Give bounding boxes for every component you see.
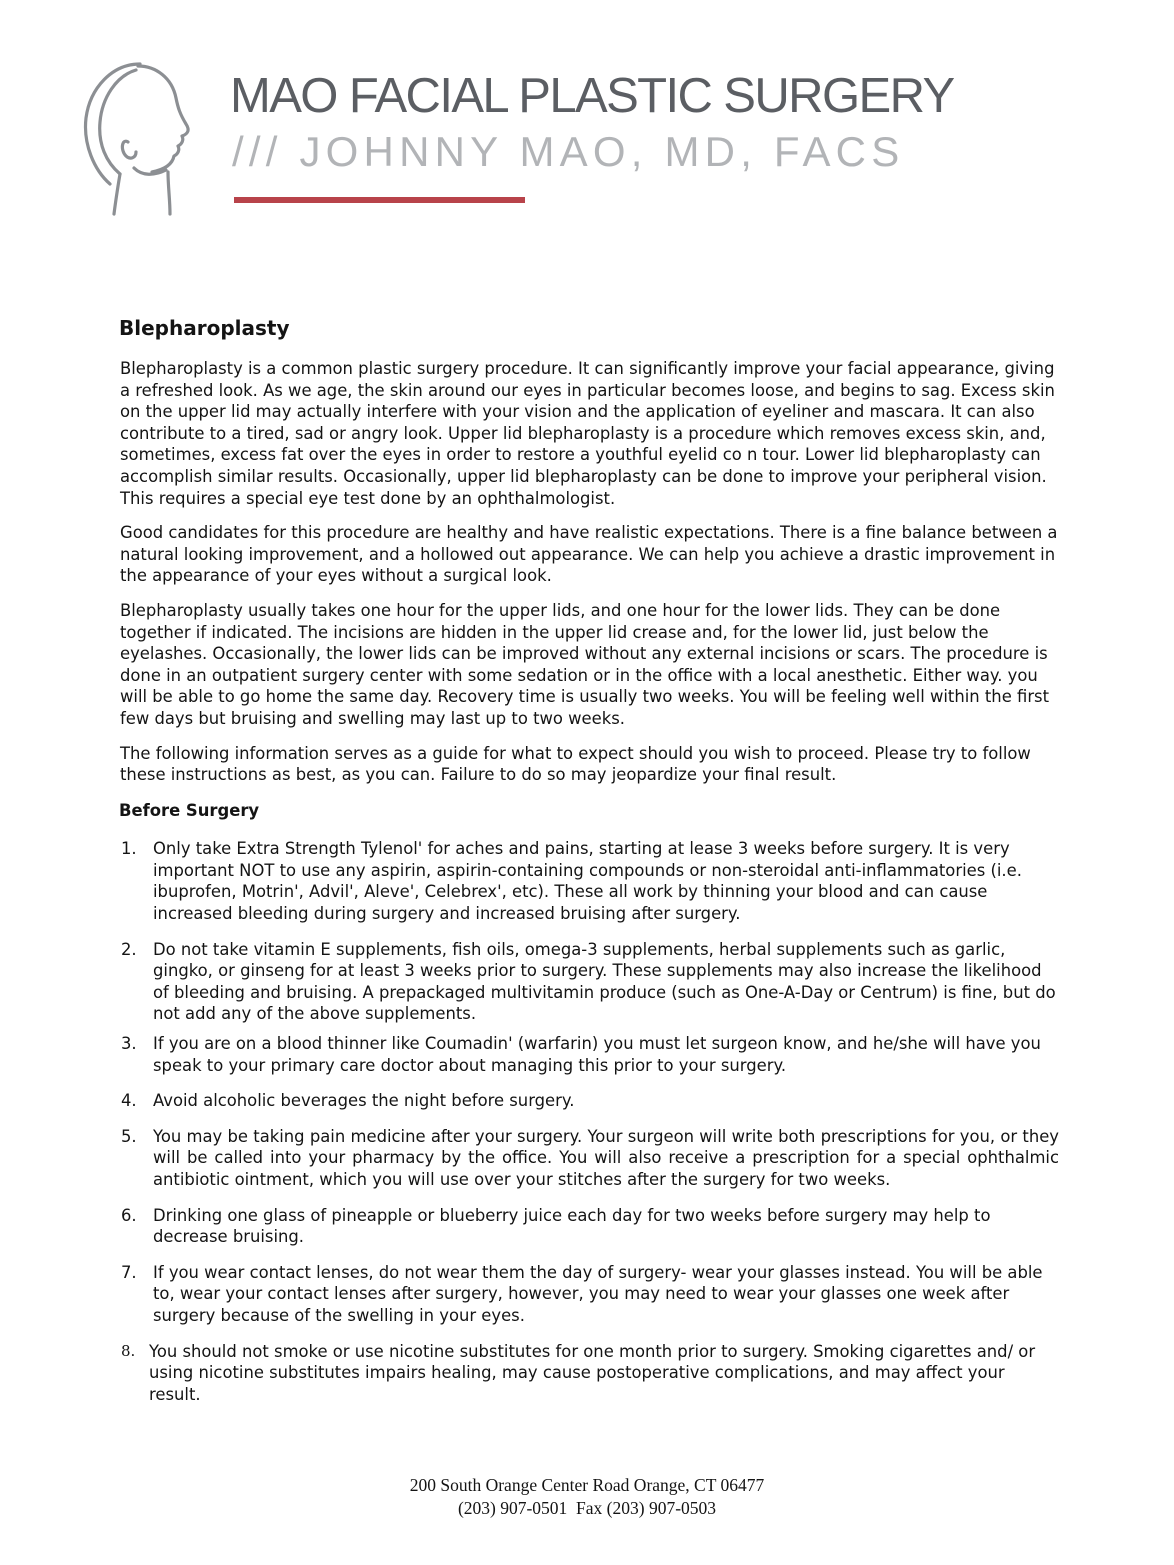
accent-bar (234, 197, 525, 203)
brand-doctor-name: JOHNNY MAO, MD, FACS (282, 128, 905, 175)
list-item (119, 1126, 1059, 1191)
list-number: 1. (121, 839, 137, 859)
paragraph-guide: The following information serves as a guide for what to expect should you wish to proceed. Please try to follow these instructions as best, as you can. Failure to do so may jeopardize your final result. (120, 743, 1031, 785)
list-number: 6. (121, 1205, 137, 1225)
face-profile-icon (76, 58, 206, 216)
list-number: 7. (121, 1262, 137, 1282)
footer (0, 1474, 1174, 1520)
paragraph-candidates: Good candidates for this procedure are healthy and have realistic expectations. There is a fine balance between a natural looking improvement, and a hollowed out appearance. We can help you achieve a drastic improvement in the appearance of your eyes without a surgical look. (120, 523, 1058, 586)
list-number: 5. (121, 1126, 137, 1146)
paragraph-intro: Blepharoplasty is a common plastic surgery procedure. It can significantly improve your facial appearance, giving a refreshed look. As we age, the skin around our eyes in particular becomes loose, and begins to sag. Excess skin on the upper lid may actually interfere with your vision and the application of eyeliner and mascara. It can also contribute to a tired, sad or angry look. Upper lid blepharoplasty is a procedure which removes excess skin, and, sometimes, excess fat over the eyes in order to restore a youthful eyelid co n tour. Lower lid blepharoplasty can accomplish similar results. Occasionally, upper lid blepharoplasty can be done to improve your peripheral vision. This requires a special eye test done by an ophthalmologist. (120, 359, 1055, 508)
list-number: 4. (121, 1091, 137, 1111)
list-item (119, 1262, 1059, 1327)
document-title: Blepharoplasty (119, 316, 290, 340)
brand-name: MAO FACIAL PLASTIC SURGERY (230, 69, 954, 123)
list-number: 2. (121, 939, 137, 959)
document-body (119, 315, 1059, 1419)
list-item (119, 1205, 1059, 1248)
list-text: Avoid alcoholic beverages the night before surgery. (153, 1091, 575, 1111)
footer-phone-fax: (203) 907-0501 Fax (203) 907-0503 (457, 1498, 717, 1518)
list-text: Only take Extra Strength Tylenol' for aches and pains, starting at lease 3 weeks before surgery. It is very important NOT to use any aspirin, aspirin-containing compounds or non-steroidal anti-inflammatories (i.e. ibuprofen, Motrin', Advil', Aleve', Celebrex', etc). These all work by thinning your blood and can cause increased bleeding during surgery and increased bruising after surgery. (153, 839, 1022, 924)
list-item (119, 1090, 1059, 1112)
list-text: Do not take vitamin E supplements, fish oils, omega-3 supplements, herbal supplements such as garlic, gingko, or ginseng for at least 3 weeks prior to surgery. These supplements may also increase the likelihood of bleeding and bruising. A prepackaged multivitamin produce (such as One-A-Day or Centrum) is fine, but do not add any of the above supplements. (153, 939, 1056, 1024)
brand-slashes: /// (232, 128, 283, 175)
list-item (119, 1033, 1059, 1076)
list-text: If you wear contact lenses, do not wear them the day of surgery- wear your glasses instead. You will be able to, wear your contact lenses after surgery, however, you may need to wear your glasses one week after surgery because of the swelling in your eyes. (153, 1262, 1043, 1325)
brand-subtitle (232, 128, 905, 175)
list-text: You may be taking pain medicine after your surgery. Your surgeon will write both prescriptions for you, or they will be called into your pharmacy by the office. You will also receive a prescription for a special ophthalmic antibiotic ointment, which you will use over your stitches after the surgery for two weeks. (153, 1126, 1059, 1189)
list-number: 8. (121, 1341, 136, 1360)
list-text: You should not smoke or use nicotine substitutes for one month prior to surgery. Smoking cigarettes and/ or using nicotine substitutes impairs healing, may cause postoperative complications, and may affect your result. (149, 1341, 1036, 1404)
list-text: Drinking one glass of pineapple or blueberry juice each day for two weeks before surgery may help to decrease bruising. (153, 1205, 991, 1247)
letterhead (0, 0, 1174, 240)
list-item (119, 1341, 1059, 1406)
before-surgery-list (119, 838, 1059, 1405)
list-text: If you are on a blood thinner like Coumadin' (warfarin) you must let surgeon know, and he/she will have you speak to your primary care doctor about managing this prior to your surgery. (153, 1034, 1041, 1075)
list-item (119, 838, 1059, 924)
footer-address: 200 South Orange Center Road Orange, CT 06477 (409, 1475, 765, 1495)
list-number: 3. (121, 1034, 137, 1054)
list-item (119, 939, 1059, 1025)
section-heading-before-surgery: Before Surgery (119, 800, 260, 820)
paragraph-procedure: Blepharoplasty usually takes one hour for the upper lids, and one hour for the lower lids. They can be done together if indicated. The incisions are hidden in the upper lid crease and, for the lower lid, just below the eyelashes. Occasionally, the lower lids can be improved without any external incisions or scars. The procedure is done in an outpatient surgery center with some sedation or in the office with a local anesthetic. Either way. you will be able to go home the same day. Recovery time is usually two weeks. You will be feeling well within the first few days but bruising and swelling may last up to two weeks. (120, 600, 1050, 728)
